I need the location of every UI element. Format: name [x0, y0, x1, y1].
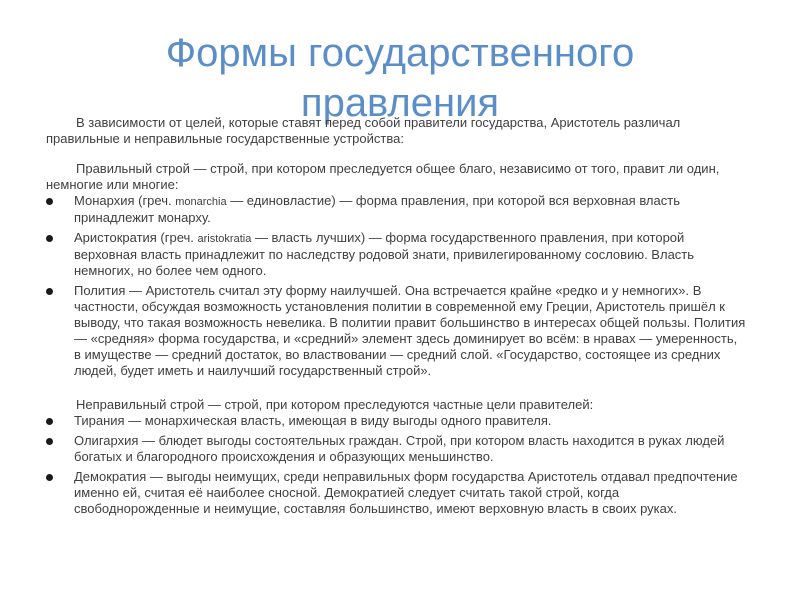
item-text: Демократия — выгоды неимущих, среди неправильных форм государства Аристотель отдавал предпочтение именно ей, считая её наиболее сносной. Демократией следует считать такой строй, когда свободнорожденные и неимущие, составляя большинство, имеют верховную власть в своих руках. [74, 469, 738, 516]
bullet-icon [46, 474, 53, 481]
item-text: Аристократия (греч. aristokratia — власть лучших) — форма государственного правления, при которой верховная власть принадлежит по наследству родовой знати, привилегированному сословию. Власть немногих, но более чем одного. [74, 230, 695, 278]
bullet-icon [46, 235, 53, 242]
slide-content [46, 115, 746, 521]
list-item-oligarchy [46, 433, 746, 465]
greek-term: aristokratia [197, 233, 252, 245]
greek-term: monarchia [175, 196, 227, 208]
list-item-polity [46, 283, 746, 379]
incorrect-heading: Неправильный строй — строй, при котором преследуются частные цели правителей: [76, 397, 594, 412]
list-item-democracy [46, 469, 746, 517]
correct-heading: Правильный строй — строй, при котором преследуется общее благо, независимо от того, правит ли один, немногие или многие: [46, 161, 720, 192]
item-text: Монархия (греч. monarchia — единовластие) — форма правления, при которой вся верховная власть принадлежит монарху. [74, 193, 680, 225]
item-text: Полития — Аристотель считал эту форму наилучшей. Она встречается крайне «редко и у немногих». В частности, обсуждая возможность установления политии в современной ему Греции, Аристотель пришёл к выводу, что такая возможность невелика. В политии правит большинство в интересах общей пользы. Полития — «средняя» форма государства, и «средний» элемент здесь доминирует во всём: в нравах — умеренность, в имуществе — средний достаток, во властвовании — средний слой. «Государство, состоящее из средних людей, будет иметь и наилучший государственный строй». [74, 283, 746, 378]
bullet-icon [46, 288, 53, 295]
intro-paragraph: В зависимости от целей, которые ставят перед собой правители государства, Аристотель различал правильные и неправильные государственные устройства: [46, 115, 681, 146]
item-text: Тирания — монархическая власть, имеющая в виду выгоды одного правителя. [74, 413, 552, 428]
bullet-icon [46, 438, 53, 445]
spacer [46, 147, 746, 161]
item-text: Олигархия — блюдет выгоды состоятельных граждан. Строй, при котором власть находится в руках людей богатых и благородного происхождения и образующих меньшинство. [74, 433, 725, 464]
slide-title: Формы государственного правления [165, 31, 635, 125]
bullet-icon [46, 418, 53, 425]
bullet-icon [46, 198, 53, 205]
spacer [46, 383, 746, 397]
list-item-aristocracy [46, 230, 746, 279]
list-item-monarchy [46, 193, 746, 226]
list-item-tyranny [46, 413, 746, 429]
